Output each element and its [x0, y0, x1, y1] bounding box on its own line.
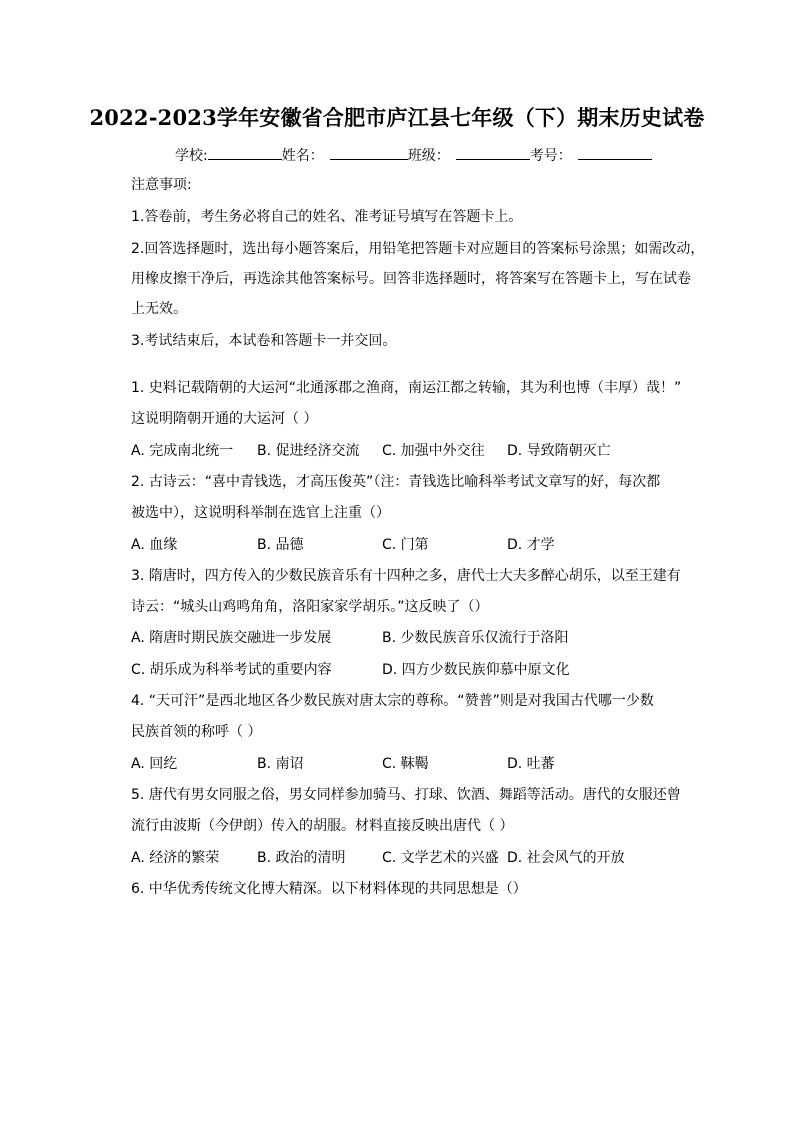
- q5-option-b[interactable]: B. 政治的清明: [257, 850, 346, 866]
- q4-stem-line-2: 民族首领的称呼（ ）: [131, 724, 262, 740]
- q6-stem-line-1: 6. 中华优秀传统文化博大精深。以下材料体现的共同思想是（）: [131, 881, 527, 897]
- q5-option-c[interactable]: C. 文学艺术的兴盛: [382, 850, 499, 866]
- q1-stem-line-1: 1. 史料记载隋朝的大运河“北通涿郡之渔商，南运江都之转输，其为利也博（丰厚）哉！”: [131, 380, 682, 396]
- q4-option-a[interactable]: A. 回纥: [131, 756, 178, 772]
- q5-option-a[interactable]: A. 经济的繁荣: [131, 850, 220, 866]
- notes-heading: 注意事项:: [131, 177, 192, 193]
- name-label: 姓名：: [281, 148, 324, 164]
- q1-option-a[interactable]: A. 完成南北统一: [131, 443, 234, 459]
- q4-option-b[interactable]: B. 南诏: [257, 756, 304, 772]
- exam-no-blank[interactable]: [578, 145, 652, 160]
- q2-option-a[interactable]: A. 血缘: [131, 537, 178, 553]
- name-blank[interactable]: [330, 145, 408, 160]
- q2-stem-line-1: 2. 古诗云：“喜中青钱选，才高压俊英”（注：青钱选比喻科举考试文章写的好，每次都: [131, 474, 661, 490]
- exam-title: 2022-2023学年安徽省合肥市庐江县七年级（下）期末历史试卷: [89, 105, 705, 130]
- q1-option-d[interactable]: D. 导致隋朝灭亡: [507, 443, 611, 459]
- class-blank[interactable]: [456, 145, 530, 160]
- q3-option-c[interactable]: C. 胡乐成为科举考试的重要内容: [131, 662, 332, 678]
- q3-option-b[interactable]: B. 少数民族音乐仅流行于洛阳: [382, 630, 569, 646]
- q5-stem-line-2: 流行由波斯（今伊朗）传入的胡服。材料直接反映出唐代（ ）: [131, 818, 514, 834]
- student-info-row: [175, 145, 652, 165]
- class-label: 班级：: [407, 148, 450, 164]
- q4-stem-line-1: 4. “天可汗”是西北地区各少数民族对唐太宗的尊称。“赞普”则是对我国古代哪一少数: [131, 693, 654, 709]
- q5-stem-line-1: 5. 唐代有男女同服之俗，男女同样参加骑马、打球、饮酒、舞蹈等活动。唐代的女服还曾: [131, 787, 681, 803]
- q5-option-d[interactable]: D. 社会风气的开放: [507, 850, 625, 866]
- q1-stem-line-2: 这说明隋朝开通的大运河（ ）: [131, 411, 318, 427]
- q3-option-a[interactable]: A. 隋唐时期民族交融进一步发展: [131, 630, 332, 646]
- q2-option-c[interactable]: C. 门第: [382, 537, 429, 553]
- note-item-2-line-2: 用橡皮擦干净后，再选涂其他答案标号。回答非选择题时，将答案写在答题卡上，写在试卷: [131, 271, 691, 287]
- q2-option-b[interactable]: B. 品德: [257, 537, 304, 553]
- q2-option-d[interactable]: D. 才学: [507, 537, 555, 553]
- exam-no-label: 考号：: [529, 148, 572, 164]
- note-item-2-line-3: 上无效。: [131, 301, 187, 317]
- school-label: 学校:: [175, 148, 208, 164]
- school-blank[interactable]: [208, 145, 282, 160]
- q2-stem-line-2: 被选中），这说明科举制在选官上注重（）: [131, 505, 390, 521]
- q4-option-c[interactable]: C. 靺鞨: [382, 756, 429, 772]
- q1-option-c[interactable]: C. 加强中外交往: [382, 443, 485, 459]
- note-item-3: 3.考试结束后，本试卷和答题卡一并交回。: [131, 333, 397, 349]
- note-item-1: 1.答卷前，考生务必将自己的姓名、准考证号填写在答题卡上。: [131, 209, 523, 225]
- note-item-2-line-1: 2.回答选择题时，选出每小题答案后，用铅笔把答题卡对应题目的答案标号涂黑；如需改动，: [131, 241, 705, 257]
- q1-option-b[interactable]: B. 促进经济交流: [257, 443, 360, 459]
- q3-option-d[interactable]: D. 四方少数民族仰慕中原文化: [382, 662, 570, 678]
- q3-stem-line-2: 诗云：“城头山鸡鸣角角，洛阳家家学胡乐。”这反映了（）: [131, 599, 489, 615]
- q4-option-d[interactable]: D. 吐蕃: [507, 756, 555, 772]
- q3-stem-line-1: 3. 隋唐时，四方传入的少数民族音乐有十四种之多，唐代士大夫多醉心胡乐，以至王建有: [131, 568, 681, 584]
